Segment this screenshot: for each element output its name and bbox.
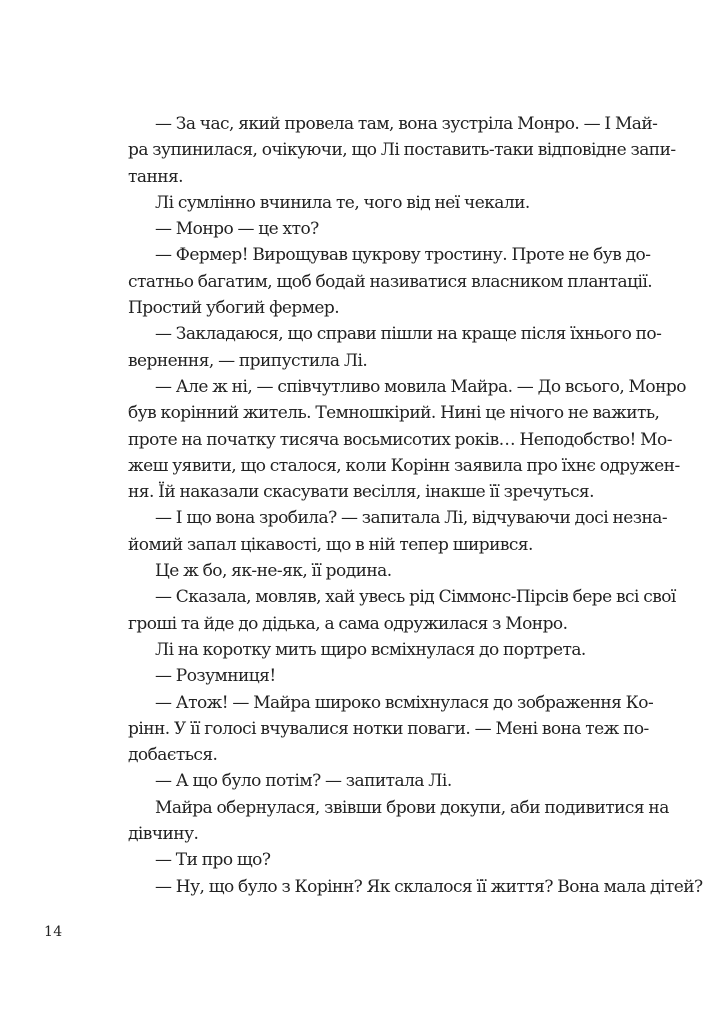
text-line: Простий убогий фермер. <box>128 298 340 319</box>
text-line: жеш уявити, що сталося, коли Корінн заявила про їхнє одружен- <box>128 455 680 476</box>
text-line: ра зупинилася, очікуючи, що Лі поставить-таки відповідне запи- <box>128 140 676 161</box>
text-line: тання. <box>128 166 184 187</box>
text-line: проте на початку тисяча восьмисотих років… Неподобство! Мо- <box>128 429 672 450</box>
text-line: був корінний житель. Темношкірий. Нині це нічого не важить, <box>128 403 660 424</box>
text-line: ня. Їй наказали скасувати весілля, інакше її зречуться. <box>128 482 594 503</box>
text-line: — Розумниця! <box>155 666 276 687</box>
text-line: — Монро — це хто? <box>155 219 319 240</box>
text-line: гроші та йде до дідька, а сама одружилася з Монро. <box>128 613 568 634</box>
text-line: статньо багатим, щоб бодай називатися власником плантації. <box>128 271 653 292</box>
text-line: вернення, — припустила Лі. <box>128 350 368 371</box>
text-line: Майра обернулася, звівши брови докупи, аби подивитися на <box>155 797 669 818</box>
text-line: добається. <box>128 745 218 766</box>
text-line: Лі на коротку мить щиро всміхнулася до портрета. <box>155 639 586 660</box>
text-line: — Фермер! Вирощував цукрову тростину. Проте не був до- <box>155 245 651 266</box>
text-line: — Але ж ні, — співчутливо мовила Майра. — До всього, Монро <box>155 376 686 397</box>
text-line: — Атож! — Майра широко всміхнулася до зображення Ко- <box>155 692 654 713</box>
text-line: — Ти про що? <box>155 850 271 871</box>
text-line: — І що вона зробила? — запитала Лі, відчуваючи досі незна- <box>155 508 668 529</box>
page-number: 14 <box>44 924 63 940</box>
text-line: дівчину. <box>128 824 199 845</box>
text-line: — А що було потім? — запитала Лі. <box>155 771 452 792</box>
text-line: — Ну, що було з Корінн? Як склалося її життя? Вона мала дітей? <box>155 876 703 897</box>
text-line: Лі сумлінно вчинила те, чого від неї чекали. <box>155 192 530 213</box>
page-body-text <box>128 111 703 900</box>
text-line: Це ж бо, як-не-як, її родина. <box>155 561 392 582</box>
text-line: рінн. У її голосі вчувалися нотки поваги. — Мені вона теж по- <box>128 718 649 739</box>
text-line: йомий запал цікавості, що в ній тепер ширився. <box>128 534 533 555</box>
text-line: — За час, який провела там, вона зустріла Монро. — І Май- <box>155 114 658 134</box>
text-line: — Закладаюся, що справи пішли на краще після їхнього по- <box>155 324 662 345</box>
text-line: — Сказала, мовляв, хай увесь рід Сіммонс-Пірсів бере всі свої <box>155 587 676 608</box>
